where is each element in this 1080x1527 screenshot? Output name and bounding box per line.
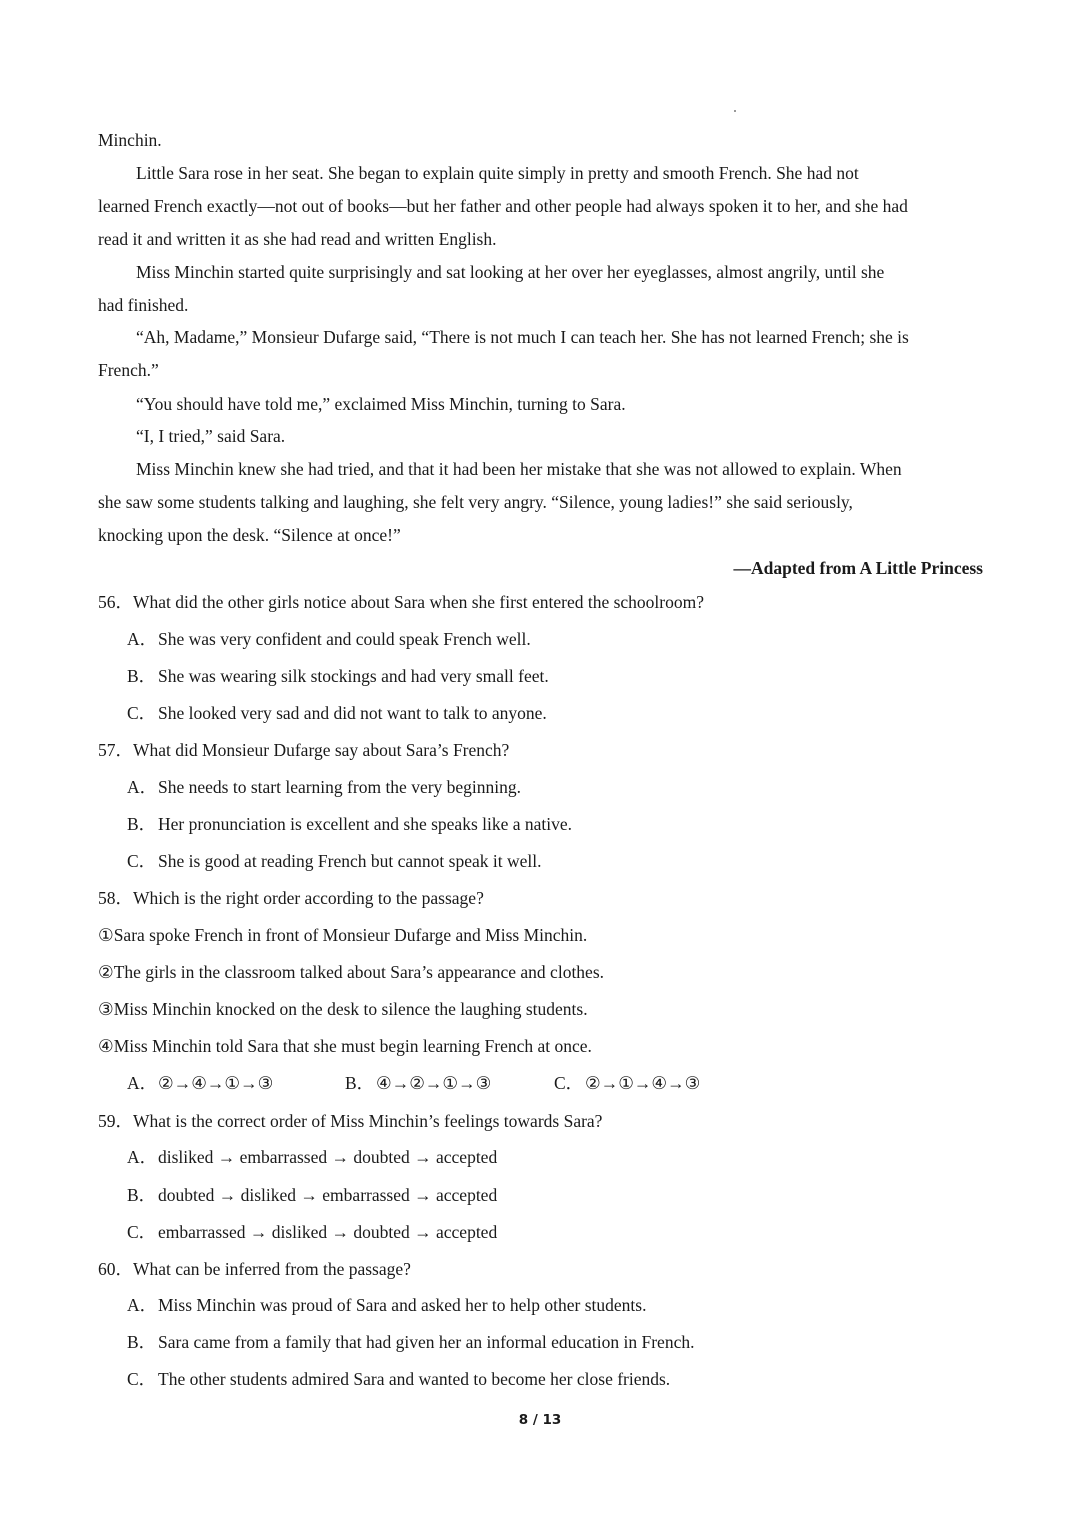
option-text: Her pronunciation is excellent and she speaks like a native. [158,814,573,834]
option-letter: C． [554,1073,584,1093]
option-letter: B． [127,814,157,834]
option-text: ②→①→④→③ [585,1073,701,1093]
option-text: The other students admired Sara and wanted to become her close friends. [158,1369,671,1389]
answer-option [127,628,531,650]
answer-option [127,1072,345,1094]
answer-option [127,1221,497,1243]
answer-option [127,776,521,798]
option-text: doubted → disliked → embarrassed → accepted [158,1185,498,1205]
passage-line: “You should have told me,” exclaimed Miss Minchin, turning to Sara. [136,394,626,414]
option-letter: A． [127,777,158,797]
answer-option [127,850,541,872]
option-text: disliked → embarrassed → doubted → accepted [158,1147,498,1167]
option-letter: B． [127,1185,157,1205]
option-text: She was wearing silk stockings and had very small feet. [158,666,549,686]
passage-line: “Ah, Madame,” Monsieur Dufarge said, “There is not much I can teach her. She has not learned French; she is [136,327,909,347]
option-letter: B． [345,1073,375,1093]
question-stem: 58．Which is the right order according to the passage? [98,888,484,908]
option-letter: A． [127,1147,158,1167]
passage-line: read it and written it as she had read and written English. [98,229,497,249]
answer-option [127,665,549,687]
option-letter: A． [127,1295,158,1315]
option-letter: C． [127,1369,157,1389]
answer-option [127,813,572,835]
option-letter: A． [127,629,158,649]
option-text: ④→②→①→③ [376,1073,492,1093]
event-statement: ①Sara spoke French in front of Monsieur Dufarge and Miss Minchin. [98,925,588,945]
passage-line: “I, I tried,” said Sara. [136,426,286,446]
question-stem: 60．What can be inferred from the passage? [98,1259,411,1279]
answer-option [127,702,547,724]
passage-line: had finished. [98,295,189,315]
event-statement: ④Miss Minchin told Sara that she must begin learning French at once. [98,1036,592,1056]
answer-option [127,1331,694,1353]
scan-speck [734,110,736,112]
answer-option [127,1146,497,1168]
option-letter: B． [127,1332,157,1352]
option-text: Miss Minchin was proud of Sara and asked her to help other students. [158,1295,647,1315]
option-text: ②→④→①→③ [158,1073,274,1093]
answer-option [127,1184,497,1206]
option-text: She needs to start learning from the very beginning. [158,777,522,797]
answer-option [127,1294,646,1316]
answer-option [127,1368,670,1390]
passage-line: she saw some students talking and laughing, she felt very angry. “Silence, young ladies!” she said seriously, [98,492,853,512]
passage-line: learned French exactly—not out of books—but her father and other people had always spoken it to her, and she had [98,196,908,216]
answer-option [554,1072,700,1094]
option-text: Sara came from a family that had given her an informal education in French. [158,1332,695,1352]
option-letter: A． [127,1073,158,1093]
option-letter: C． [127,703,157,723]
passage-line: French.” [98,360,159,380]
passage-line: Minchin. [98,130,162,150]
option-text: She was very confident and could speak French well. [158,629,531,649]
option-text: She looked very sad and did not want to talk to anyone. [158,703,547,723]
event-statement: ③Miss Minchin knocked on the desk to silence the laughing students. [98,999,588,1019]
question-stem: 59．What is the correct order of Miss Minchin’s feelings towards Sara? [98,1111,603,1131]
question-stem: 57．What did Monsieur Dufarge say about Sara’s French? [98,740,510,760]
option-letter: C． [127,1222,157,1242]
option-text: She is good at reading French but cannot speak it well. [158,851,542,871]
page-number: 8 / 13 [518,1412,562,1428]
passage-line: Little Sara rose in her seat. She began to explain quite simply in pretty and smooth French. She had not [136,163,859,183]
passage-line: knocking upon the desk. “Silence at once!” [98,525,401,545]
option-letter: B． [127,666,157,686]
question-stem: 56．What did the other girls notice about Sara when she first entered the schoolroom? [98,592,705,612]
event-statement: ②The girls in the classroom talked about Sara’s appearance and clothes. [98,962,605,982]
passage-line: Miss Minchin knew she had tried, and that it had been her mistake that she was not allowed to explain. When [136,459,902,479]
option-text: embarrassed → disliked → doubted → accepted [158,1222,498,1242]
source-attribution: —Adapted from A Little Princess [733,558,983,578]
answer-options-row [127,1072,700,1094]
passage-line: Miss Minchin started quite surprisingly and sat looking at her over her eyeglasses, almost angrily, until she [136,262,885,282]
option-letter: C． [127,851,157,871]
answer-option [345,1072,554,1094]
